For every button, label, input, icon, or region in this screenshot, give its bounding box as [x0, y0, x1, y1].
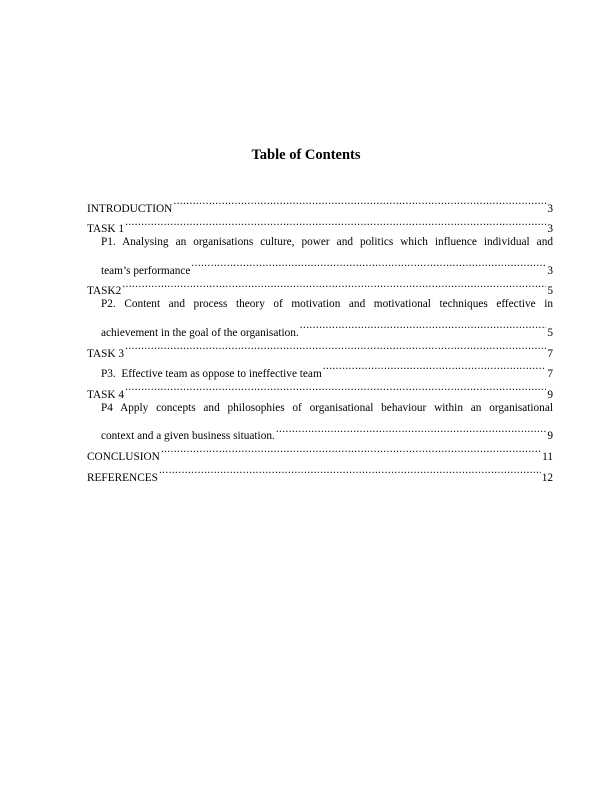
- toc-entry[interactable]: [87, 274, 553, 298]
- dot-leader: [173, 191, 546, 212]
- toc-page-number: 3: [547, 223, 553, 236]
- toc-subentry[interactable]: [87, 315, 553, 339]
- toc-subentry[interactable]: [87, 253, 553, 277]
- toc-subentry-line[interactable]: P1. Analysing an organisations culture, power and politics which influence individual and: [101, 236, 553, 249]
- toc-subentry-line[interactable]: P2. Content and process theory of motivation and motivational techniques effective in: [101, 298, 553, 311]
- toc-page-number: 5: [547, 326, 553, 339]
- toc-entry-label: CONCLUSION: [87, 450, 160, 463]
- toc-entry-label: TASK 4: [87, 388, 125, 401]
- toc-entry-label: team’s performance: [101, 264, 191, 277]
- toc-subentry-line[interactable]: P4 Apply concepts and philosophies of organisational behaviour within an organisational: [101, 401, 553, 414]
- toc-entry-label: INTRODUCTION: [87, 202, 173, 215]
- toc-entry-label: REFERENCES: [87, 471, 158, 484]
- toc-title: Table of Contents: [251, 147, 361, 163]
- dot-leader: [300, 315, 547, 336]
- toc-entry[interactable]: [87, 377, 553, 401]
- toc-page-number: 9: [547, 430, 553, 443]
- toc-entry-label: context and a given business situation.: [101, 430, 275, 443]
- toc-entry[interactable]: [87, 336, 553, 360]
- toc-entry-label: TASK 1: [87, 223, 125, 236]
- dot-leader: [125, 212, 546, 233]
- toc-entry[interactable]: [87, 191, 553, 215]
- toc-page-number: 11: [542, 450, 553, 463]
- dot-leader: [159, 460, 541, 481]
- dot-leader: [191, 253, 546, 274]
- toc-page-number: 3: [547, 202, 553, 215]
- dot-leader: [125, 336, 546, 357]
- toc-subentry[interactable]: [87, 419, 553, 443]
- dot-leader: [125, 377, 546, 398]
- dot-leader: [323, 357, 547, 378]
- toc-page-number: 7: [547, 368, 553, 381]
- toc-entry-label: P3. Effective team as oppose to ineffective team: [101, 368, 322, 381]
- table-of-contents: [87, 191, 553, 484]
- toc-entry-label: achievement in the goal of the organisation.: [101, 326, 299, 339]
- toc-subentry[interactable]: [87, 357, 553, 381]
- dot-leader: [122, 274, 546, 295]
- toc-page-number: 3: [547, 264, 553, 277]
- toc-page-number: 12: [541, 471, 553, 484]
- toc-page-number: 5: [547, 285, 553, 298]
- toc-entry-label: TASK2: [87, 285, 122, 298]
- toc-page-number: 7: [547, 347, 553, 360]
- toc-entry[interactable]: [87, 212, 553, 236]
- toc-entry-label: TASK 3: [87, 347, 125, 360]
- dot-leader: [161, 439, 541, 460]
- toc-page-number: 9: [547, 388, 553, 401]
- dot-leader: [276, 419, 547, 440]
